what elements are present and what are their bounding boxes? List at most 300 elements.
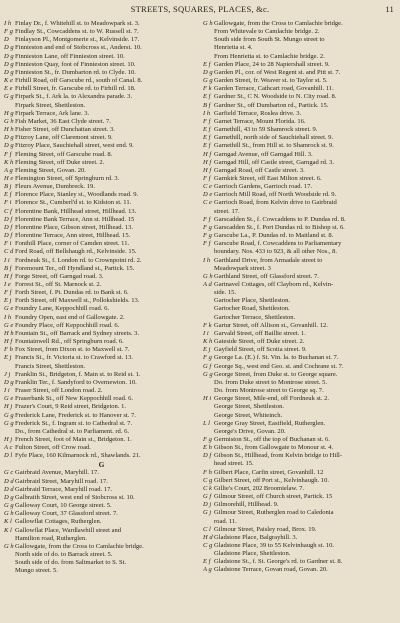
street-entry: [203, 224, 398, 232]
street-entry: [203, 248, 398, 256]
map-reference: D f: [4, 232, 13, 240]
map-reference: D g: [4, 142, 14, 150]
entry-text: Gladstone Place, Balgrayhill. 3.: [214, 533, 298, 541]
map-reference: F f: [203, 215, 211, 223]
map-reference: D g: [4, 68, 14, 76]
entry-text: Germiston St., off the top of Buchanan st. 6.: [214, 435, 330, 443]
map-reference: H f: [4, 272, 13, 280]
entry-text: Gilmorehill, Hillhead. 9.: [214, 501, 279, 509]
entry-text: Fountain St., off Barrack and Sydney streets. 3.: [15, 329, 140, 337]
map-reference: I h: [4, 20, 12, 27]
map-reference: G g: [203, 77, 213, 85]
street-entry: [203, 191, 398, 199]
entry-text: North side of do. to Barrack street. 5.: [15, 551, 113, 558]
street-entry: [203, 167, 398, 175]
entry-text: Frazer's Court, 9 Reid street, Bridgeton. 1.: [15, 403, 126, 411]
street-entry: [203, 281, 398, 289]
map-reference: I e: [4, 281, 11, 288]
map-reference: H e: [4, 174, 14, 182]
map-reference: H f: [203, 158, 212, 166]
entry-text: Garnet Terrace, Mount Florida. 16.: [214, 117, 306, 125]
street-entry: [4, 436, 199, 444]
entry-text: Garvald Street, off Baillie street. 1.: [214, 329, 306, 337]
entry-text: Gilbert Place, Carfin street, Govanhill. 12: [214, 468, 324, 476]
entry-text: Gallowflat Place, Wardlawhill street and: [15, 526, 122, 534]
entry-text: Fleming Street, Govan. 20.: [15, 166, 86, 174]
street-entry: [4, 444, 199, 452]
entry-text: George Gray Street, Eastfield, Rutherglen.: [214, 419, 326, 427]
entry-text: Gairbraid Terrace, Maryhill road. 17.: [15, 485, 113, 493]
entry-text: Garnethill St., from Hill st. to Shamrock st. 9.: [214, 142, 334, 150]
map-reference: F h: [4, 346, 13, 354]
entry-text: Gilmour Street, Paisley road, Brox. 19.: [214, 525, 317, 533]
street-entry: [4, 142, 199, 150]
map-reference: C d: [4, 248, 14, 256]
entry-text: Gartocher Terrace, Shettleston.: [214, 313, 296, 321]
entry-text: Ford Road, off Bellshaugh rd., Kelvinside. 15.: [15, 248, 137, 256]
entry-text: Do. from Montrose street to George sq. 7.: [214, 387, 324, 395]
street-entry: [203, 183, 398, 191]
street-entry: [203, 558, 398, 566]
entry-text: Galbraith Street, west end of Stobcross st. 10.: [15, 493, 135, 501]
map-reference: D g: [4, 378, 14, 386]
entry-text: South side from South St. Mungo street to: [214, 36, 325, 44]
map-reference: K h: [203, 338, 213, 346]
street-entry: [203, 142, 398, 150]
entry-text: Frederick Lane, Frederick st. to Hanover st. 7.: [15, 411, 136, 419]
map-reference: B f: [203, 101, 211, 109]
entry-text: Fountainwell Rd., off Springburn road. 6.: [15, 338, 124, 346]
street-entry: [4, 314, 199, 322]
entry-text: George Sq., west end Geo. st. and Cochrane st. 7.: [214, 362, 344, 370]
map-reference: B f: [4, 264, 12, 272]
street-entry: [4, 535, 199, 543]
entry-text: Fulton Street, off Crow road.: [15, 444, 91, 452]
street-entry: [203, 134, 398, 142]
street-entry: [4, 543, 199, 551]
map-reference: E f: [203, 93, 211, 101]
street-entry: [203, 199, 398, 207]
street-entry: [4, 510, 199, 518]
entry-text: Gallowflat Cottages, Rutherglen.: [15, 518, 102, 526]
map-reference: A c: [4, 444, 13, 452]
map-reference: D f: [4, 215, 13, 223]
entry-text: Fitzroy Lane, off Claremont street. 9.: [15, 134, 113, 142]
entry-text: Gibson St., Hillhead, from Kelvin bridge to Hill-: [214, 452, 343, 460]
street-entry: [203, 477, 398, 485]
entry-text: Flemington Street, off Springburn rd. 3.: [15, 174, 120, 182]
entry-text: street. 17.: [214, 207, 240, 215]
map-reference: E f: [203, 60, 211, 68]
entry-text: Forth Street, f. Pt. Dundas rd. to Bank st. 6.: [15, 289, 129, 297]
map-reference: G f: [203, 493, 212, 501]
entry-text: Galloway Court, 37 Glassford street. 7.: [15, 510, 118, 518]
street-entry: [203, 395, 398, 403]
map-reference: F g: [203, 232, 212, 240]
entry-text: From Whitevale to Camlachie bridge. 2.: [214, 28, 320, 36]
entry-text: Findlay St., Cowcaddens st. to W. Russell st. 7.: [15, 28, 139, 36]
map-reference: G j: [203, 509, 212, 517]
entry-text: Firpark Street, Shettleston.: [15, 101, 86, 109]
map-reference: F g: [203, 354, 212, 362]
street-entry: [203, 485, 398, 493]
map-reference: G g: [4, 502, 14, 510]
map-reference: B j: [4, 183, 12, 191]
right-column: [203, 20, 398, 575]
street-entry: [4, 428, 199, 436]
map-reference: E f: [203, 126, 211, 134]
street-entry: [203, 44, 398, 52]
map-reference: L l: [203, 419, 210, 427]
street-entry: [4, 175, 199, 183]
street-entry: [203, 428, 398, 436]
map-reference: H h: [4, 126, 14, 134]
street-entry: [203, 420, 398, 428]
street-entry: [203, 61, 398, 69]
entry-text: Garscadden St., f. Port Dundas rd. to Bishop st. 6.: [214, 223, 345, 231]
entry-text: Garngad Avenue, off Garngad Hill. 3.: [214, 150, 313, 158]
entry-text: Fordneuk St., f. London rd. to Crownpoint rd. 2.: [15, 256, 142, 264]
section-letter: G: [98, 460, 105, 470]
map-reference: I h: [4, 313, 12, 321]
street-entry: [4, 61, 199, 69]
entry-text: Finnieston Quay, foot of Finnieston street. 10.: [15, 60, 136, 68]
street-entry: [203, 289, 398, 297]
map-reference: G g: [203, 370, 213, 378]
map-reference: D g: [4, 134, 14, 142]
street-entry: [4, 330, 199, 338]
street-entry: [4, 551, 199, 559]
map-reference: F f: [4, 289, 12, 297]
street-entry: [4, 240, 199, 248]
entry-text: Fleming Street, off Duke street. 2.: [15, 158, 105, 166]
map-reference: K e: [4, 77, 13, 85]
street-entry: [203, 151, 398, 159]
entry-text: Garnethill, north side of Sauchiehall street. 9.: [214, 134, 334, 142]
street-entry: [4, 518, 199, 526]
map-reference: D d: [4, 477, 14, 485]
street-entry: [4, 216, 199, 224]
street-entry: [203, 379, 398, 387]
street-entry: [4, 69, 199, 77]
map-reference: C k: [203, 484, 212, 492]
map-reference: G e: [4, 305, 14, 313]
street-entry: [203, 493, 398, 501]
entry-text: Garnkirk Street, off East Milton street. 6.: [214, 174, 322, 182]
entry-text: Do. from Duke street to Montrose street. 5.: [214, 378, 328, 386]
map-reference: F f: [203, 174, 211, 182]
entry-text: Florentine Bank, Hillhead street, Hillhead. 13.: [15, 207, 137, 215]
map-reference: C g: [203, 476, 213, 484]
map-reference: G g: [4, 419, 14, 427]
map-reference: I i: [4, 387, 10, 395]
street-entry: [203, 240, 398, 248]
entry-text: Foremount Ter., off Hyndland st., Partick. 15.: [15, 264, 135, 272]
map-reference: E f: [203, 142, 211, 150]
street-entry: [203, 85, 398, 93]
street-entry: [4, 151, 199, 159]
street-entry: [4, 93, 199, 101]
entry-text: Gairbraid Avenue, Maryhill. 17.: [15, 469, 99, 477]
entry-text: Gateside Street, off Duke street. 2.: [214, 338, 305, 346]
map-reference: G h: [4, 542, 14, 550]
entry-text: Firpark Terrace, Ark lane. 3.: [15, 109, 90, 117]
street-entry: [4, 363, 199, 371]
street-entry: [203, 566, 398, 574]
entry-text: Foundry Lane, Keppochhill road. 6.: [15, 305, 109, 313]
entry-text: Fraser Street, off London road. 2.: [15, 387, 103, 395]
street-entry: [4, 167, 199, 175]
entry-text: Florentine Bank Terrace, Ann st. Hillhead. 15: [15, 215, 135, 223]
street-entry: [4, 20, 199, 28]
entry-text: Fonthill Place, corner of Camden street. 11.: [15, 240, 130, 248]
street-entry: [4, 208, 199, 216]
entry-text: George Street, from Duke st. to George square.: [214, 370, 338, 378]
map-reference: A g: [203, 566, 212, 574]
street-entry: [4, 346, 199, 354]
entry-text: Gairbraid Street, Maryhill road. 17.: [15, 477, 108, 485]
page-title: STREETS, SQUARES, PLACES, &c.: [130, 4, 270, 14]
entry-text: Mungo street. 5.: [15, 567, 58, 575]
street-entry: [203, 69, 398, 77]
entry-text: Foundry Place, off Keppochhill road. 6.: [15, 321, 120, 329]
map-reference: D: [4, 36, 9, 44]
entry-text: Garrioch Gardens, Garrioch road. 17.: [214, 183, 312, 191]
map-reference: I h: [203, 109, 211, 117]
map-reference: H i: [203, 395, 212, 403]
street-entry: [4, 126, 199, 134]
street-entry: [4, 371, 199, 379]
entry-text: Gardner St., C N. Woodside to N. City road. 8.: [214, 93, 337, 101]
entry-text: Finnieston and end of Stobcross st., Anderst. 10.: [15, 44, 142, 52]
street-entry: [4, 322, 199, 330]
map-reference: F g: [203, 435, 212, 443]
street-entry: [203, 460, 398, 468]
entry-text: Garthland Drive, from Armadale street to: [214, 256, 323, 264]
entry-text: Frederick St., f. Ingram st. to Cathedral st. 7.: [15, 419, 133, 427]
street-entry: [203, 444, 398, 452]
entry-text: Fitzroy Place, Sauchiehall street, west end. 9.: [15, 142, 134, 150]
map-reference: F i: [4, 240, 12, 248]
map-reference: G h: [4, 510, 14, 518]
entry-text: Finlay Dr., f. Whitehill st. to Meadowpark st. 3.: [15, 20, 140, 27]
street-entry: [4, 273, 199, 281]
entry-text: boundary. Nos. 433 to 923, & all other Nos., 8.: [214, 248, 338, 256]
street-entry: [203, 322, 398, 330]
entry-text: Finlayson Pl., Montgomerie st., Kelvinside. 17.: [15, 36, 140, 44]
map-reference: F i: [4, 199, 12, 207]
map-reference: H d: [203, 533, 213, 541]
entry-text: Firhill Street, fr. Garscube rd. to Firhill rd. 18.: [15, 85, 136, 93]
entry-text: Garscadden St., f. Cowcaddens to P. Dundas rd. 8.: [214, 215, 346, 223]
entry-text: Franklin Ter., f. Sandyford to Overnewton. 10.: [15, 378, 137, 386]
street-entry: [203, 305, 398, 313]
entry-text: Garrioch Mill Road, off North Woodside rd. 9.: [214, 191, 337, 199]
entry-text: Hamilton road, Rutherglen.: [15, 534, 87, 542]
entry-text: Florentine Terrace, Ann street, Hillhead. 15.: [15, 232, 131, 240]
entry-text: Florentine Place, Gibson street, Hillhead. 13.: [15, 223, 134, 231]
map-reference: D g: [4, 52, 14, 60]
entry-text: Forth Street, off Maxwell st., Pollokshields. 13.: [15, 297, 140, 305]
street-entry: [203, 469, 398, 477]
map-reference: C e: [203, 199, 212, 207]
page-number: 11: [385, 4, 394, 14]
entry-text: Firpark St., f. Ark la. to Alexandra parade. 3.: [15, 93, 133, 101]
map-reference: D e: [203, 191, 213, 199]
map-reference: F g: [4, 28, 13, 36]
street-entry: [203, 265, 398, 273]
map-reference: E h: [203, 444, 212, 452]
entry-text: Gartur Street, off Allison st., Govanhill. 12.: [214, 321, 328, 329]
entry-text: Gartnavel Cottages, off Clayborn rd., Kelvin-: [214, 281, 334, 288]
entry-text: Garfield Terrace, Roslea drive. 3.: [214, 109, 302, 117]
street-entry: [4, 110, 199, 118]
entry-text: Garscube La., P. Dundas rd. to Maitland st. 8.: [214, 232, 334, 240]
map-reference: H f: [203, 166, 212, 174]
page-header: [0, 4, 400, 18]
street-entry: [203, 118, 398, 126]
entry-text: Gladstone St., f. St. George's rd. to Gardner st. 8.: [214, 558, 343, 566]
entry-text: Finnieston Lane, off Finnieston street. 10.: [15, 52, 125, 60]
street-entry: [203, 452, 398, 460]
entry-text: road. 11.: [214, 517, 237, 525]
entry-text: Firhill Road, off Garscube rd., south of Canal. 8.: [15, 77, 143, 85]
street-entry: [4, 257, 199, 265]
street-entry: [203, 257, 398, 265]
map-reference: D g: [4, 60, 14, 68]
street-entry: [4, 412, 199, 420]
entry-text: Gayfield Street, off Scotia street. 9.: [214, 346, 307, 354]
map-reference: D f: [4, 223, 13, 231]
street-entry: [203, 36, 398, 44]
map-reference: E e: [4, 85, 13, 93]
street-entry: [203, 110, 398, 118]
entry-text: Garscube Road, f. Cowcaddens to Parliamentary: [214, 240, 342, 248]
street-entry: [203, 126, 398, 134]
street-entry: [4, 53, 199, 61]
map-reference: F k: [203, 321, 212, 329]
entry-text: Gilmour Street, off Church street, Partick. 15: [214, 493, 333, 501]
map-reference: C f: [4, 207, 12, 215]
map-reference: D l: [4, 452, 13, 460]
street-entry: [203, 77, 398, 85]
street-entry: [4, 44, 199, 52]
entry-text: From Henrietta st. to Camlachie bridge. 2.: [214, 52, 325, 60]
street-entry: [203, 542, 398, 550]
street-entry: [4, 354, 199, 362]
map-reference: E j: [4, 297, 12, 305]
map-reference: G h: [4, 117, 14, 125]
map-reference: A g: [4, 166, 13, 174]
street-entry: [203, 526, 398, 534]
entry-text: Francis St., fr. Victoria st. to Crawford st. 13.: [15, 354, 134, 362]
street-entry: [203, 412, 398, 420]
map-reference: D d: [4, 485, 14, 493]
street-entry: [4, 183, 199, 191]
entry-text: Garnethill, 43 to 59 Shamrock street. 9.: [214, 126, 318, 134]
street-entry: [4, 28, 199, 36]
street-entry: [4, 567, 199, 575]
map-reference: F g: [203, 223, 212, 231]
entry-text: Finnieston St., fr. Dumbarton rd. to Clyde. 10.: [15, 68, 136, 76]
map-reference: D g: [203, 68, 213, 76]
street-entry: [203, 297, 398, 305]
street-entry: [203, 216, 398, 224]
map-reference: H g: [4, 109, 14, 117]
street-entry: [4, 289, 199, 297]
street-entry: [203, 102, 398, 110]
map-reference: J j: [4, 370, 11, 378]
map-reference: H j: [4, 435, 13, 443]
street-entry: [203, 518, 398, 526]
street-entry: [203, 501, 398, 509]
entry-text: Forrest St., off St. Marnock st. 2.: [15, 281, 102, 288]
entry-text: Meadowpark street. 3: [214, 264, 271, 272]
entry-text: Gilmour Street, Rutherglen road to Caledonia: [214, 509, 334, 517]
entry-text: George Street, Mile-end, off Fordneuk st. 2.: [214, 395, 330, 403]
street-entry: [203, 509, 398, 517]
street-entry: [203, 53, 398, 61]
street-entry: [203, 354, 398, 362]
entry-text: Galloway Court, 10 George street. 5.: [15, 502, 112, 510]
map-reference: F f: [4, 150, 12, 158]
street-entry: [203, 346, 398, 354]
entry-text: Fyfe Place, 160 Kilmarnock rd., Shawlands. 21.: [15, 452, 141, 460]
map-reference: G c: [4, 469, 14, 477]
map-reference: F h: [203, 468, 212, 476]
entry-text: Garngad Hill, off Castle street, Garngad rd. 3.: [214, 158, 335, 166]
street-entry: [4, 395, 199, 403]
map-reference: E j: [4, 354, 12, 362]
street-entry: [203, 338, 398, 346]
entry-text: Garden Place, 24 to 28 Napiershall street. 9.: [214, 60, 330, 68]
map-reference: I i: [203, 329, 209, 337]
map-reference: F f: [203, 240, 211, 248]
map-reference: G e: [4, 395, 14, 403]
entry-text: Fleurs Avenue, Dumbreck. 19.: [15, 183, 95, 191]
street-entry: [203, 436, 398, 444]
map-reference: G f: [203, 362, 212, 370]
entry-text: George Street, Shettleston.: [214, 403, 285, 411]
entry-text: side. 15.: [214, 289, 237, 297]
map-reference: H f: [4, 338, 13, 346]
entry-text: Foundry Open, east end of Gallowgate. 2.: [15, 313, 125, 321]
street-entry: [203, 363, 398, 371]
map-reference: G g: [4, 93, 14, 101]
entry-text: George La. (E.) f. St. Vin. la. to Buchanan st. 7.: [214, 354, 339, 362]
map-reference: H h: [4, 329, 14, 337]
map-reference: G h: [203, 272, 213, 280]
entry-text: Henrietta st. 4.: [214, 44, 253, 52]
entry-text: Franklin St., Bridgeton, f. Main st. to Reid st. 1.: [15, 370, 141, 378]
map-reference: A d: [203, 281, 212, 288]
entry-text: Garden Terrace, Cathcart road, Govanhill. 11.: [214, 85, 334, 93]
entry-text: Gallowgate, from the Cross to Camlachie bridge.: [15, 542, 144, 550]
street-entry: [203, 208, 398, 216]
entry-text: Fraserbank St., off New Keppochhill road. 6.: [15, 395, 134, 403]
map-reference: C g: [203, 542, 213, 549]
entry-text: George's Drive, Govan. 20.: [214, 427, 286, 435]
entry-text: Florence Place, Stanley st., Woodlands road. 9.: [15, 191, 139, 199]
street-entry: [203, 550, 398, 558]
entry-text: Florence St., Cumberl'd st. to Kidston st. 11.: [15, 199, 132, 207]
map-reference: G g: [4, 411, 14, 419]
map-reference: G h: [203, 20, 213, 27]
street-entry: [4, 224, 199, 232]
street-entry: [4, 494, 199, 502]
street-entry: [4, 305, 199, 313]
street-entry: [4, 85, 199, 93]
